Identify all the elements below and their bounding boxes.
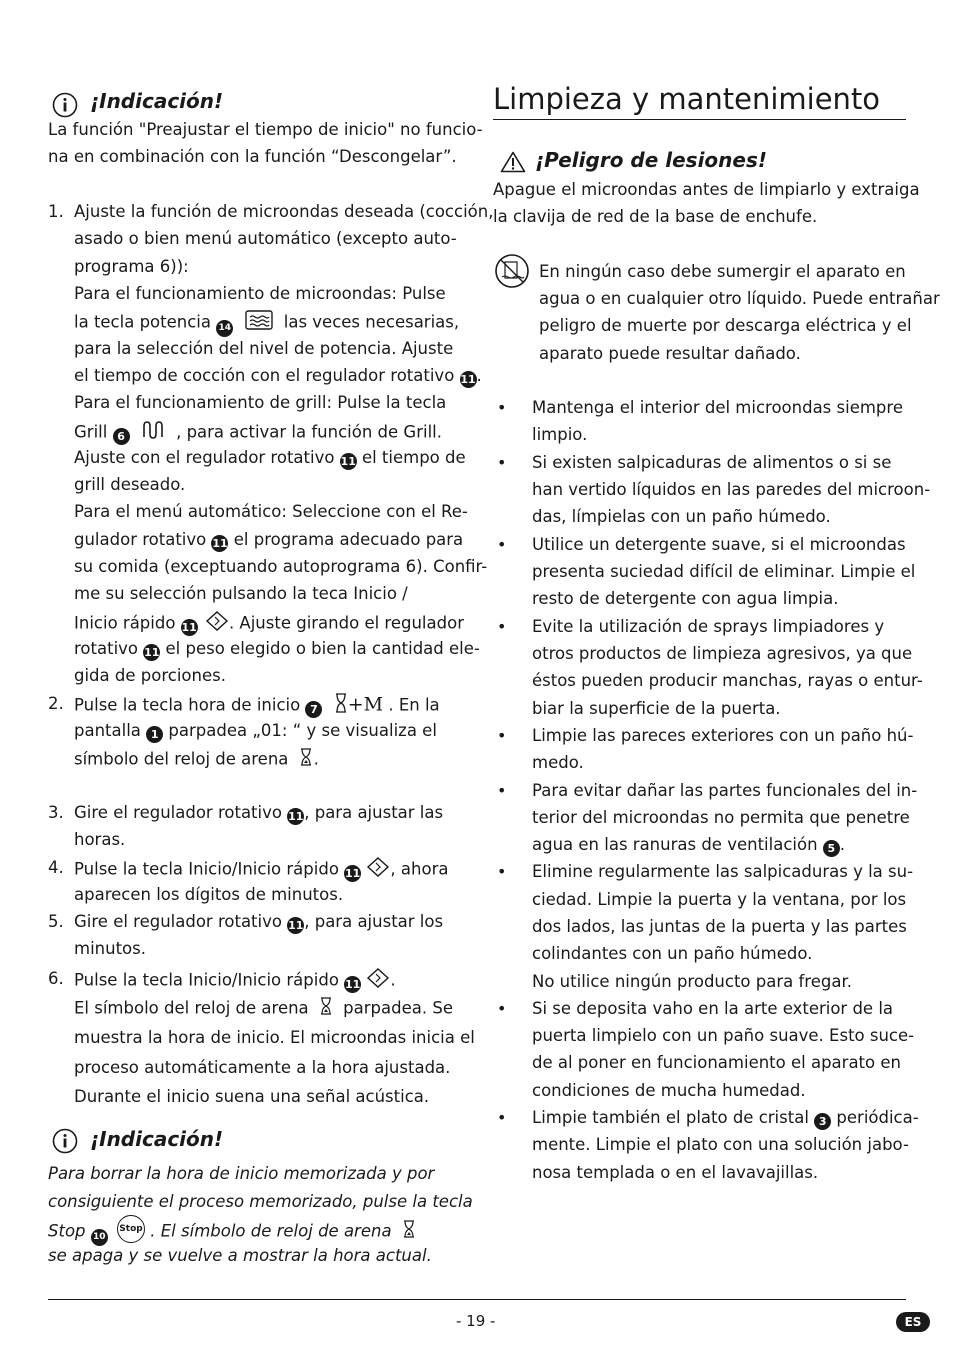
hourglass-icon xyxy=(320,997,332,1021)
badge-10: 10 xyxy=(91,1229,108,1246)
bullet-text: de al poner en funcionamiento el aparato en xyxy=(532,1053,901,1072)
bullet-text: resto de detergente con agua limpia. xyxy=(532,589,839,608)
bullet: • xyxy=(497,535,507,554)
step-text: programa 6)): xyxy=(74,257,189,276)
bullet-text: dos lados, las juntas de la puerta y las partes xyxy=(532,917,907,936)
bullet-text: Elimine regularmente las salpicaduras y la su- xyxy=(532,862,914,881)
bullet-text: Para evitar dañar las partes funcionales del in- xyxy=(532,781,918,800)
bullet-text: Evite la utilización de sprays limpiadores y xyxy=(532,617,885,636)
start-diamond-icon xyxy=(366,857,390,883)
danger-text: Apague el microondas antes de limpiarlo y extraiga xyxy=(493,180,920,199)
step-text: Ajuste la función de microondas deseada (cocción, xyxy=(74,202,494,221)
step-text: grill deseado. xyxy=(74,475,186,494)
step-text: el tiempo de cocción con el regulador rotativo 11. xyxy=(74,366,482,386)
bullet-text: Limpie las pareces exteriores con un paño hú- xyxy=(532,726,914,745)
step-text: Ajuste con el regulador rotativo 11 el tiempo de xyxy=(74,448,466,468)
bullet-text: nosa templada o en el lavavajillas. xyxy=(532,1163,819,1182)
page-number: - 19 - xyxy=(456,1312,496,1330)
title-rule xyxy=(493,119,906,120)
info-icon xyxy=(52,1128,78,1158)
badge-14: 14 xyxy=(216,320,233,337)
step-text: asado o bien menú automático (excepto auto- xyxy=(74,229,457,248)
warning-text: aparato puede resultar dañado. xyxy=(539,344,801,363)
bullet-text: terior del microondas no permita que penetre xyxy=(532,808,910,827)
bullet-text: Limpie también el plato de cristal 3 periódica- xyxy=(532,1108,919,1128)
bullet-text: mente. Limpie el plato con una solución jabo- xyxy=(532,1135,909,1154)
note-text: na en combinación con la función “Descongelar”. xyxy=(48,147,457,166)
note-text: Para borrar la hora de inicio memorizada y por xyxy=(48,1164,435,1183)
hourglass-plus-m-icon xyxy=(334,693,348,719)
badge-11: 11 xyxy=(288,810,304,823)
step-number: 2. xyxy=(48,694,64,713)
step-number: 6. xyxy=(48,969,64,988)
bullet-text: biar la superficie de la puerta. xyxy=(532,699,781,718)
step-number: 4. xyxy=(48,858,64,877)
bullet: • xyxy=(497,453,507,472)
info-icon xyxy=(52,92,78,122)
step-text: Para el menú automático: Seleccione con el Re- xyxy=(74,502,468,521)
language-badge: ES xyxy=(896,1312,930,1332)
hourglass-icon xyxy=(403,1220,415,1244)
footer-rule xyxy=(48,1299,906,1300)
step-text: rotativo 11 el peso elegido o bien la cantidad ele- xyxy=(74,639,480,659)
step-number: 5. xyxy=(48,912,64,931)
bullet-text: agua en las ranuras de ventilación 5 . xyxy=(532,835,846,855)
step-text: proceso automáticamente a la hora ajustada. xyxy=(74,1058,451,1077)
note-text: Stop 10 Stop . El símbolo de reloj de arena xyxy=(48,1218,415,1246)
bullet-text: No utilice ningún producto para fregar. xyxy=(532,972,852,991)
bullet-text: Si se deposita vaho en la arte exterior de la xyxy=(532,999,894,1018)
badge-11: 11 xyxy=(345,866,361,880)
bullet-text: Utilice un detergente suave, si el microondas xyxy=(532,535,906,554)
bullet: • xyxy=(497,781,507,800)
bullet: • xyxy=(497,726,507,745)
warning-triangle-icon xyxy=(500,151,526,177)
bullet-text: éstos pueden producir manchas, rayas o entur- xyxy=(532,671,923,690)
step-text: Gire el regulador rotativo 11, para ajustar las xyxy=(74,803,444,823)
step-text: me su selección pulsando la teca Inicio / xyxy=(74,584,408,603)
bullet-text: das, límpielas con un paño húmedo. xyxy=(532,507,831,526)
bullet-text: presenta suciedad difícil de eliminar. Limpie el xyxy=(532,562,916,581)
step-text: muestra la hora de inicio. El microondas inicia el xyxy=(74,1028,475,1047)
m-symbol: +M xyxy=(347,693,384,716)
badge-11: 11 xyxy=(288,919,304,932)
step-text: para la selección del nivel de potencia. Ajuste xyxy=(74,339,454,358)
bullet: • xyxy=(497,1108,507,1127)
step-text: pantalla 1 parpadea „01: “ y se visualiza el xyxy=(74,721,437,741)
badge-11: 11 xyxy=(181,620,197,634)
stop-button-icon: Stop xyxy=(117,1215,145,1243)
badge-11: 11 xyxy=(144,646,160,659)
step-text: Pulse la tecla Inicio/Inicio rápido 11 , ahora xyxy=(74,857,448,883)
step-number: 3. xyxy=(48,803,64,822)
bullet: • xyxy=(497,862,507,881)
bullet-text: otros productos de limpieza agresivos, ya que xyxy=(532,644,913,663)
badge-1: 1 xyxy=(146,726,163,743)
badge-11: 11 xyxy=(345,977,361,991)
note-text: La función "Preajustar el tiempo de inicio" no funcio- xyxy=(48,120,483,139)
step-text: horas. xyxy=(74,830,126,849)
step-text: Para el funcionamiento de microondas: Pulse xyxy=(74,284,446,303)
power-level-icon xyxy=(245,310,273,336)
step-text: Grill 6 , para activar la función de Grill. xyxy=(74,420,442,446)
step-text: Durante el inicio suena una señal acústica. xyxy=(74,1087,430,1106)
grill-icon xyxy=(141,420,169,446)
start-diamond-icon xyxy=(205,611,229,637)
danger-text: la clavija de red de la base de enchufe. xyxy=(493,207,818,226)
badge-6: 6 xyxy=(113,428,130,445)
badge-3: 3 xyxy=(814,1113,831,1130)
bullet-text: han vertido líquidos en las paredes del microon- xyxy=(532,480,931,499)
step-text: símbolo del reloj de arena . xyxy=(74,748,319,772)
no-immersion-icon xyxy=(494,253,530,293)
badge-7: 7 xyxy=(305,701,322,718)
step-text: Pulse la tecla hora de inicio 7 +M . En la xyxy=(74,693,440,719)
warning-text: peligro de muerte por descarga eléctrica y el xyxy=(539,316,912,335)
step-text: gulador rotativo 11 el programa adecuado para xyxy=(74,530,464,550)
badge-5: 5 xyxy=(823,840,840,857)
bullet-text: colindantes con un paño húmedo. xyxy=(532,944,813,963)
step-text: aparecen los dígitos de minutos. xyxy=(74,885,344,904)
warning-text: agua o en cualquier otro líquido. Puede entrañar xyxy=(539,289,940,308)
step-text: la tecla potencia 14 las veces necesarias, xyxy=(74,310,459,337)
step-text: Gire el regulador rotativo 11, para ajustar los xyxy=(74,912,444,932)
step-text: El símbolo del reloj de arena parpadea. Se xyxy=(74,997,453,1021)
badge-11: 11 xyxy=(340,455,356,468)
note-heading: ¡Indicación! xyxy=(90,1127,224,1151)
bullet-text: puerta limpielo con un paño suave. Esto suce- xyxy=(532,1026,915,1045)
bullet-text: condiciones de mucha humedad. xyxy=(532,1081,806,1100)
bullet-text: limpio. xyxy=(532,425,588,444)
section-title: Limpieza y mantenimiento xyxy=(493,82,881,116)
step-text: su comida (exceptuando autoprograma 6). Confir- xyxy=(74,557,488,576)
start-diamond-icon xyxy=(366,968,390,994)
step-text: minutos. xyxy=(74,939,146,958)
step-text: Para el funcionamiento de grill: Pulse la tecla xyxy=(74,393,447,412)
badge-11: 11 xyxy=(460,373,476,386)
note-text: se apaga y se vuelve a mostrar la hora actual. xyxy=(48,1246,432,1265)
step-text: Pulse la tecla Inicio/Inicio rápido 11 . xyxy=(74,968,396,994)
step-text: gida de porciones. xyxy=(74,666,226,685)
bullet: • xyxy=(497,617,507,636)
bullet-text: medo. xyxy=(532,753,584,772)
note-text: consiguiente el proceso memorizado, pulse la tecla xyxy=(48,1192,473,1211)
badge-11: 11 xyxy=(212,537,228,550)
step-text: Inicio rápido 11 . Ajuste girando el regulador xyxy=(74,611,464,637)
bullet-text: Si existen salpicaduras de alimentos o si se xyxy=(532,453,892,472)
note-heading: ¡Indicación! xyxy=(90,89,224,113)
bullet: • xyxy=(497,999,507,1018)
warning-text: En ningún caso debe sumergir el aparato en xyxy=(539,262,906,281)
hourglass-icon xyxy=(300,748,312,772)
bullet-text: ciedad. Limpie la puerta y la ventana, por los xyxy=(532,890,907,909)
bullet-text: Mantenga el interior del microondas siempre xyxy=(532,398,903,417)
bullet: • xyxy=(497,398,507,417)
danger-heading: ¡Peligro de lesiones! xyxy=(535,148,767,172)
step-number: 1. xyxy=(48,202,64,221)
